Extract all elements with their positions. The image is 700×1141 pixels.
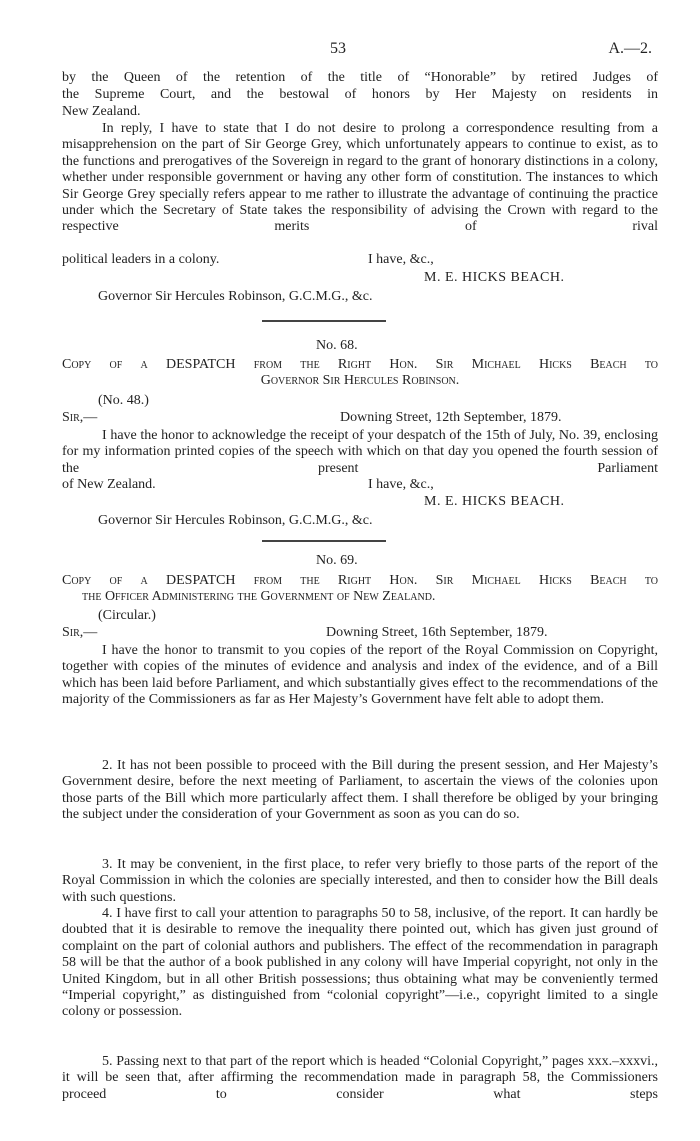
despatch-68-title-line-1: Copy of a DESPATCH from the Right Hon. Sir Michael Hicks Beach to xyxy=(62,357,658,372)
despatch-68-addressee: Governor Sir Hercules Robinson, G.C.M.G., &c. xyxy=(98,513,373,528)
p1-line-3: New Zealand. xyxy=(62,104,141,119)
document-reference: A.—2. xyxy=(608,40,652,57)
despatch-69-number: No. 69. xyxy=(316,553,358,568)
despatch-68-salutation: Sir,— xyxy=(62,410,98,425)
despatch-69-paragraph-4: 4. I have first to call your attention to paragraphs 50 to 58, inclusive, of the report. It can hardly be doubted that it is desirable to remove the inequality there pointed out, which has given just ground of complaint on the part of colonial authors and publishers. The effect of the recommendation in paragraph 58 will be that the author of a book published in any colony will have Imperial copyright, not only in the United Kingdom, but in all other British possessions; thus obtaining what may be conveniently termed “Imperial copyright,” as distinguished from “colonial copyright”—i.e., copyright limited to a single colony or possession. xyxy=(62,906,658,1020)
despatch-69-ref: (Circular.) xyxy=(98,608,156,623)
despatch-69-paragraph-5: 5. Passing next to that part of the report which is headed “Colonial Copyright,” pages xxx.–xxxvi., it will be seen that, after affirming the recommendation made in paragraph 58, the Commissioners proceed to consider what steps xyxy=(62,1054,658,1102)
despatch-68-closing: I have, &c., xyxy=(368,477,434,492)
despatch-69-paragraph-3: 3. It may be convenient, in the first place, to refer very briefly to those parts of the report of the Royal Commission in which the colonies are specially interested, and then to consider how the Bill deals with such questions. xyxy=(62,857,658,905)
p1-line-1: by the Queen of the retention of the title of “Honorable” by retired Judges of xyxy=(62,70,658,85)
closing: I have, &c., xyxy=(368,252,434,267)
despatch-69-date: Downing Street, 16th September, 1879. xyxy=(326,625,548,640)
section-divider xyxy=(262,320,386,322)
page-number: 53 xyxy=(330,40,346,57)
section-divider-2 xyxy=(262,540,386,542)
addressee: Governor Sir Hercules Robinson, G.C.M.G., &c. xyxy=(98,289,373,304)
despatch-68-body-last-line: of New Zealand. xyxy=(62,477,156,492)
p1-line-2: the Supreme Court, and the bestowal of honors by Her Majesty on residents in xyxy=(62,87,658,102)
despatch-69-title-line-2: the Officer Administering the Government of New Zealand. xyxy=(82,589,436,605)
despatch-69-paragraph-1: I have the honor to transmit to you copies of the report of the Royal Commission on Copyright, together with copies of the minutes of evidence and analysis and index of the evidence, and of a Bill which has been laid before Parliament, and which substantially gives effect to the recommendations of the majority of the Commissioners as far as Her Majesty’s Government have felt able to adopt them. xyxy=(62,643,658,708)
despatch-68-signature: M. E. HICKS BEACH. xyxy=(424,494,565,509)
despatch-69-title-line-1: Copy of a DESPATCH from the Right Hon. Sir Michael Hicks Beach to xyxy=(62,573,658,588)
despatch-69-salutation: Sir,— xyxy=(62,625,98,640)
despatch-68-title-line-2: Governor Sir Hercules Robinson. xyxy=(260,373,460,389)
despatch-68-number: No. 68. xyxy=(316,338,358,353)
reply-paragraph: In reply, I have to state that I do not desire to prolong a correspondence resulting from a misapprehension on the part of Sir George Grey, which unfortunately appears to continue to exist, as to the functions and prerogatives of the Sovereign in regard to the grant of honorary distinctions in a colony, whether under responsible government or having any other form of constitution. The instances to which Sir George Grey specially refers appear to me rather to illustrate the advantage of continuing the practice under which the Secretary of State takes the responsibility of advising the Crown with regard to the respective merits of rival xyxy=(62,121,658,235)
despatch-68-title xyxy=(62,357,658,390)
despatch-69-title xyxy=(62,573,658,606)
despatch-68-ref: (No. 48.) xyxy=(98,393,149,408)
despatch-68-date: Downing Street, 12th September, 1879. xyxy=(340,410,562,425)
reply-paragraph-last-line: political leaders in a colony. xyxy=(62,252,220,267)
signature: M. E. HICKS BEACH. xyxy=(424,270,565,285)
despatch-69-paragraph-2: 2. It has not been possible to proceed with the Bill during the present session, and Her Majesty’s Government desire, before the next meeting of Parliament, to ascertain the views of the colonies upon those parts of the Bill which more particularly affect them. I shall therefore be obliged by your bringing the subject under the consideration of your Government as soon as you can do so. xyxy=(62,758,658,823)
despatch-68-body: I have the honor to acknowledge the receipt of your despatch of the 15th of July, No. 39, enclosing for my information printed copies of the speech with which on that day you opened the fourth session of the present Parliament xyxy=(62,428,658,476)
